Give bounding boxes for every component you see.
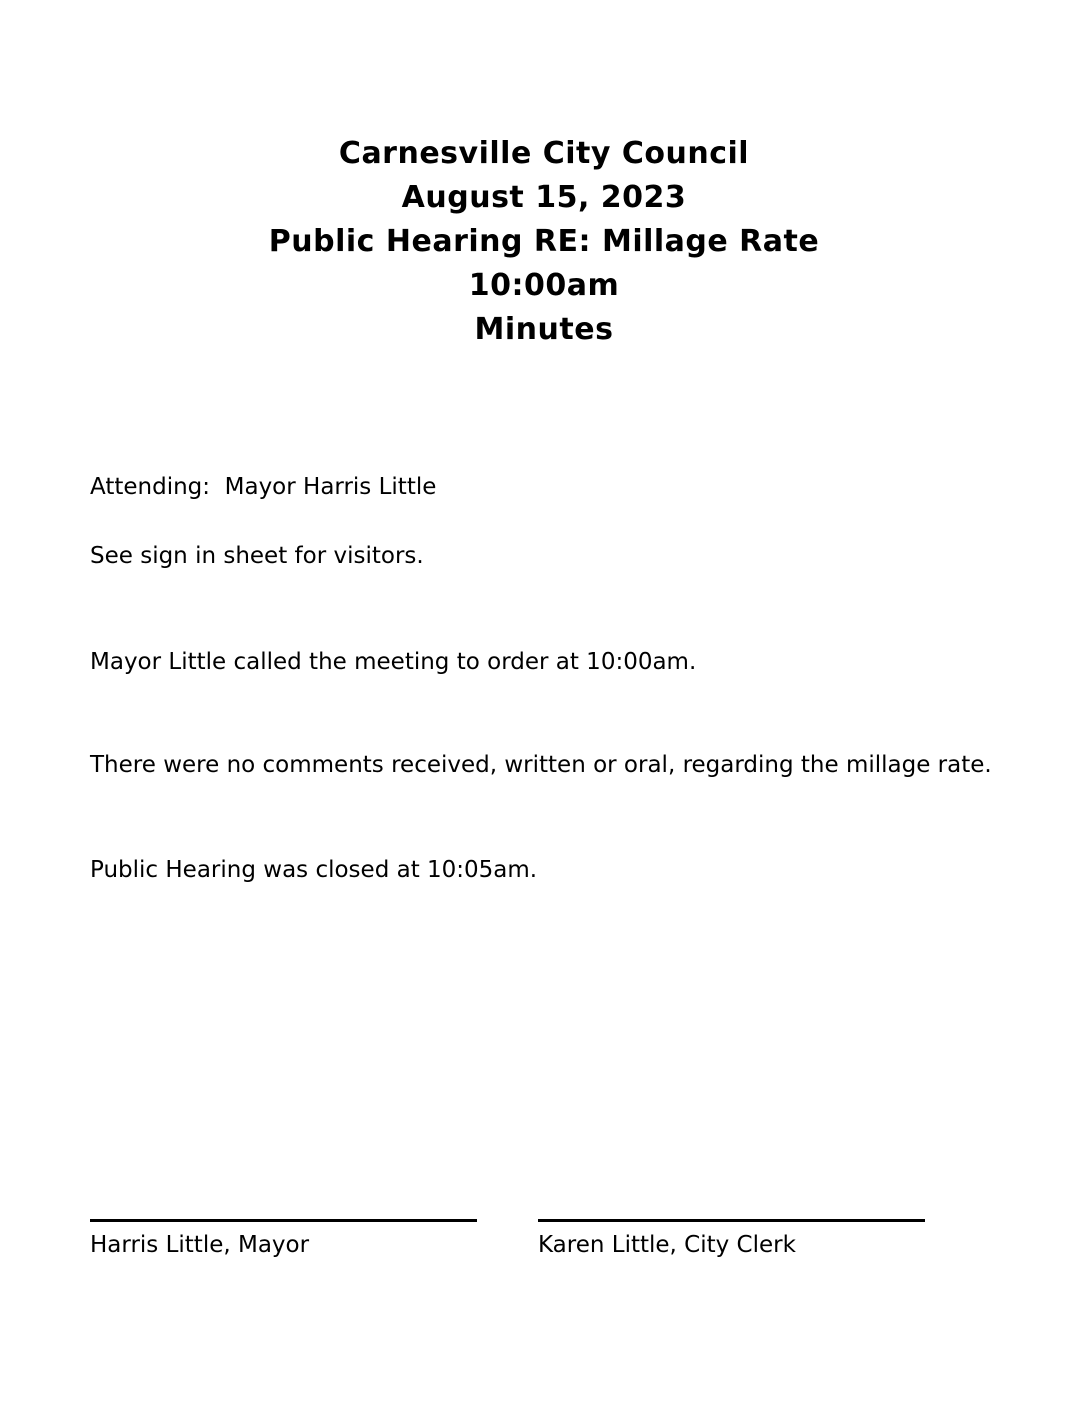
- paragraph-attending: Attending: Mayor Harris Little: [90, 474, 437, 500]
- paragraph-no-comments: There were no comments received, written or oral, regarding the millage rate.: [90, 752, 992, 778]
- signature-line-mayor: [90, 1219, 477, 1222]
- paragraph-sign-in-sheet: See sign in sheet for visitors.: [90, 543, 424, 569]
- signature-label-city-clerk: Karen Little, City Clerk: [538, 1232, 796, 1258]
- signature-block-mayor: [90, 1219, 477, 1259]
- paragraph-hearing-closed: Public Hearing was closed at 10:05am.: [90, 857, 538, 883]
- paragraph-called-to-order: Mayor Little called the meeting to order at 10:00am.: [90, 649, 697, 675]
- document-title-block: [0, 132, 1088, 352]
- title-line-date: August 15, 2023: [401, 180, 687, 215]
- signature-line-city-clerk: [538, 1219, 925, 1222]
- title-line-subject: Public Hearing RE: Millage Rate: [268, 224, 820, 259]
- signature-block-city-clerk: [538, 1219, 925, 1259]
- title-line-minutes: Minutes: [474, 312, 614, 347]
- title-line-time: 10:00am: [468, 268, 620, 303]
- document-body: [90, 472, 1048, 885]
- title-line-council: Carnesville City Council: [338, 136, 750, 171]
- signature-label-mayor: Harris Little, Mayor: [90, 1232, 310, 1258]
